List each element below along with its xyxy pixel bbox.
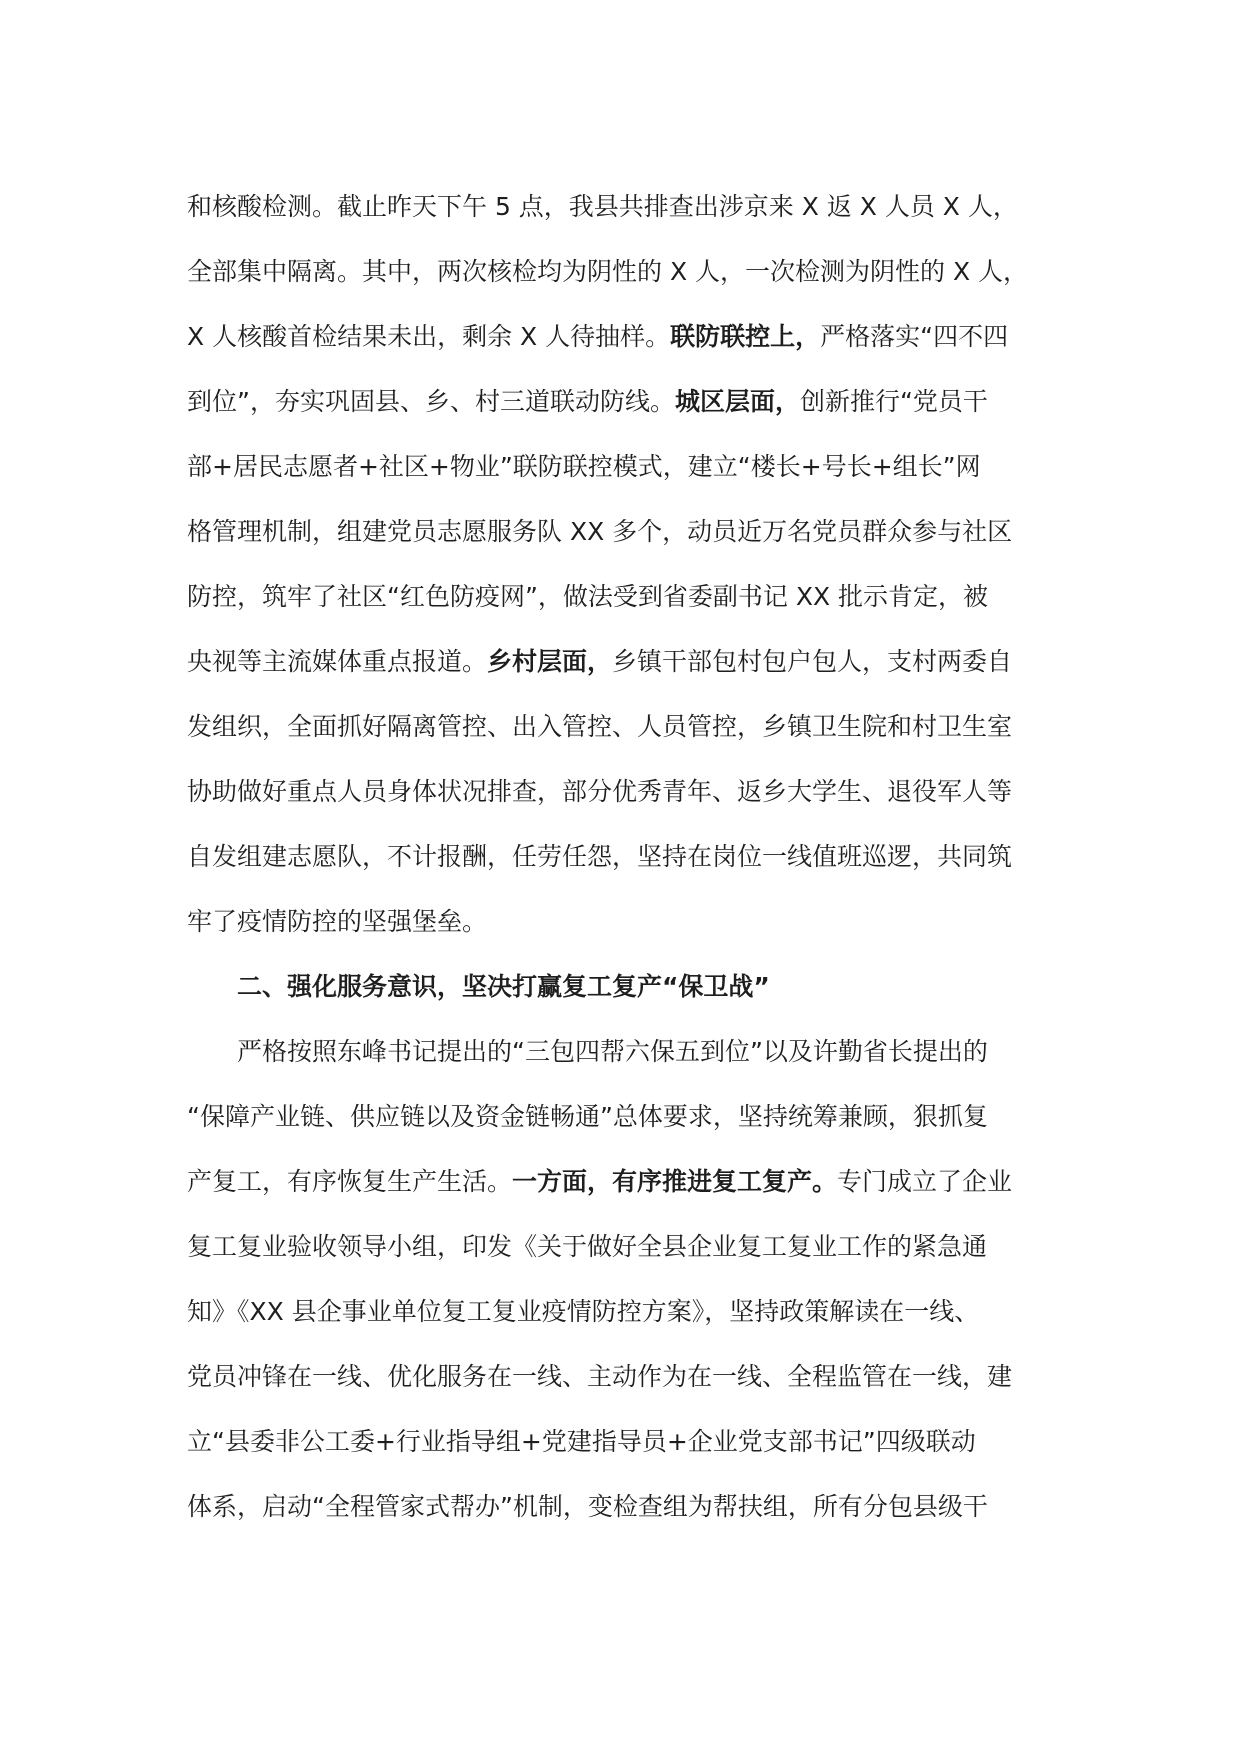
text-segment: 全部集中隔离。其中，两次核检均为阴性的 X 人，一次检测为阴性的 X 人， (187, 257, 1029, 286)
text-segment: 专门成立了企业 (837, 1167, 1013, 1196)
text-segment: 严格按照东峰书记提出的“三包四帮六保五到位”以及许勤省长提出的 (237, 1037, 988, 1066)
text-line (187, 1409, 1057, 1474)
text-segment: 产复工，有序恢复生产生活。 (187, 1167, 513, 1196)
text-segment: 协助做好重点人员身体状况排查，部分优秀青年、返乡大学生、退役军人等 (187, 777, 1013, 806)
text-line (187, 629, 1057, 694)
text-segment: 立“县委非公工委+行业指导组+党建指导员+企业党支部书记”四级联动 (187, 1427, 976, 1456)
text-line (187, 1084, 1057, 1149)
text-segment: 严格落实“四不四 (820, 322, 1009, 351)
text-segment: 体系，启动“全程管家式帮办”机制，变检查组为帮扶组，所有分包县级干 (187, 1492, 988, 1521)
text-segment: 乡镇干部包村包户包人，支村两委自 (612, 647, 1013, 676)
bold-text-segment: 城区层面， (674, 387, 800, 416)
text-segment: 部+居民志愿者+社区+物业”联防联控模式，建立“楼长+号长+组长”网 (187, 452, 981, 481)
text-line (187, 304, 1057, 369)
text-line (187, 1279, 1057, 1344)
text-line (187, 564, 1057, 629)
text-line (187, 434, 1057, 499)
text-segment: “保障产业链、供应链以及资金链畅通”总体要求，坚持统筹兼顾，狠抓复 (187, 1102, 988, 1131)
text-line (187, 1214, 1057, 1279)
text-line (187, 1149, 1057, 1214)
text-segment: 党员冲锋在一线、优化服务在一线、主动作为在一线、全程监管在一线，建 (187, 1362, 1013, 1391)
section-heading (187, 954, 1057, 1019)
text-line (187, 889, 1057, 954)
text-line (187, 1019, 1057, 1084)
text-line (187, 369, 1057, 434)
text-line (187, 824, 1057, 889)
text-line (187, 1344, 1057, 1409)
text-line (187, 499, 1057, 564)
text-segment: 防控，筑牢了社区“红色防疫网”，做法受到省委副书记 XX 批示肯定，被 (187, 582, 989, 611)
document-body (187, 174, 1057, 1539)
text-segment: 央视等主流媒体重点报道。 (187, 647, 488, 676)
text-segment: 自发组建志愿队，不计报酬，任劳任怨，坚持在岗位一线值班巡逻，共同筑 (187, 842, 1013, 871)
text-line (187, 1474, 1057, 1539)
text-segment: 复工复业验收领导小组，印发《关于做好全县企业复工复业工作的紧急通 (187, 1232, 988, 1261)
bold-text-segment: 乡村层面， (487, 647, 613, 676)
text-segment: 发组织，全面抓好隔离管控、出入管控、人员管控，乡镇卫生院和村卫生室 (187, 712, 1013, 741)
text-line (187, 174, 1057, 239)
text-segment: 到位”，夯实巩固县、乡、村三道联动防线。 (187, 387, 675, 416)
bold-text-segment: 联防联控上， (670, 322, 821, 351)
text-segment: 知》《XX 县企事业单位复工复业疫情防控方案》，坚持政策解读在一线、 (187, 1297, 980, 1326)
text-segment: X 人核酸首检结果未出，剩余 X 人待抽样。 (187, 322, 671, 351)
text-segment: 牢了疫情防控的坚强堡垒。 (187, 907, 488, 936)
text-line (187, 759, 1057, 824)
bold-text-segment: 一方面，有序推进复工复产。 (512, 1167, 838, 1196)
text-segment: 格管理机制，组建党员志愿服务队 XX 多个，动员近万名党员群众参与社区 (187, 517, 1013, 546)
text-line (187, 694, 1057, 759)
text-segment: 创新推行“党员干 (799, 387, 988, 416)
text-line (187, 239, 1057, 304)
text-segment: 和核酸检测。截止昨天下午 5 点，我县共排查出涉京来 X 返 X 人员 X 人， (187, 192, 1018, 221)
bold-text-segment: 二、强化服务意识，坚决打赢复工复产“保卫战” (237, 972, 770, 1001)
